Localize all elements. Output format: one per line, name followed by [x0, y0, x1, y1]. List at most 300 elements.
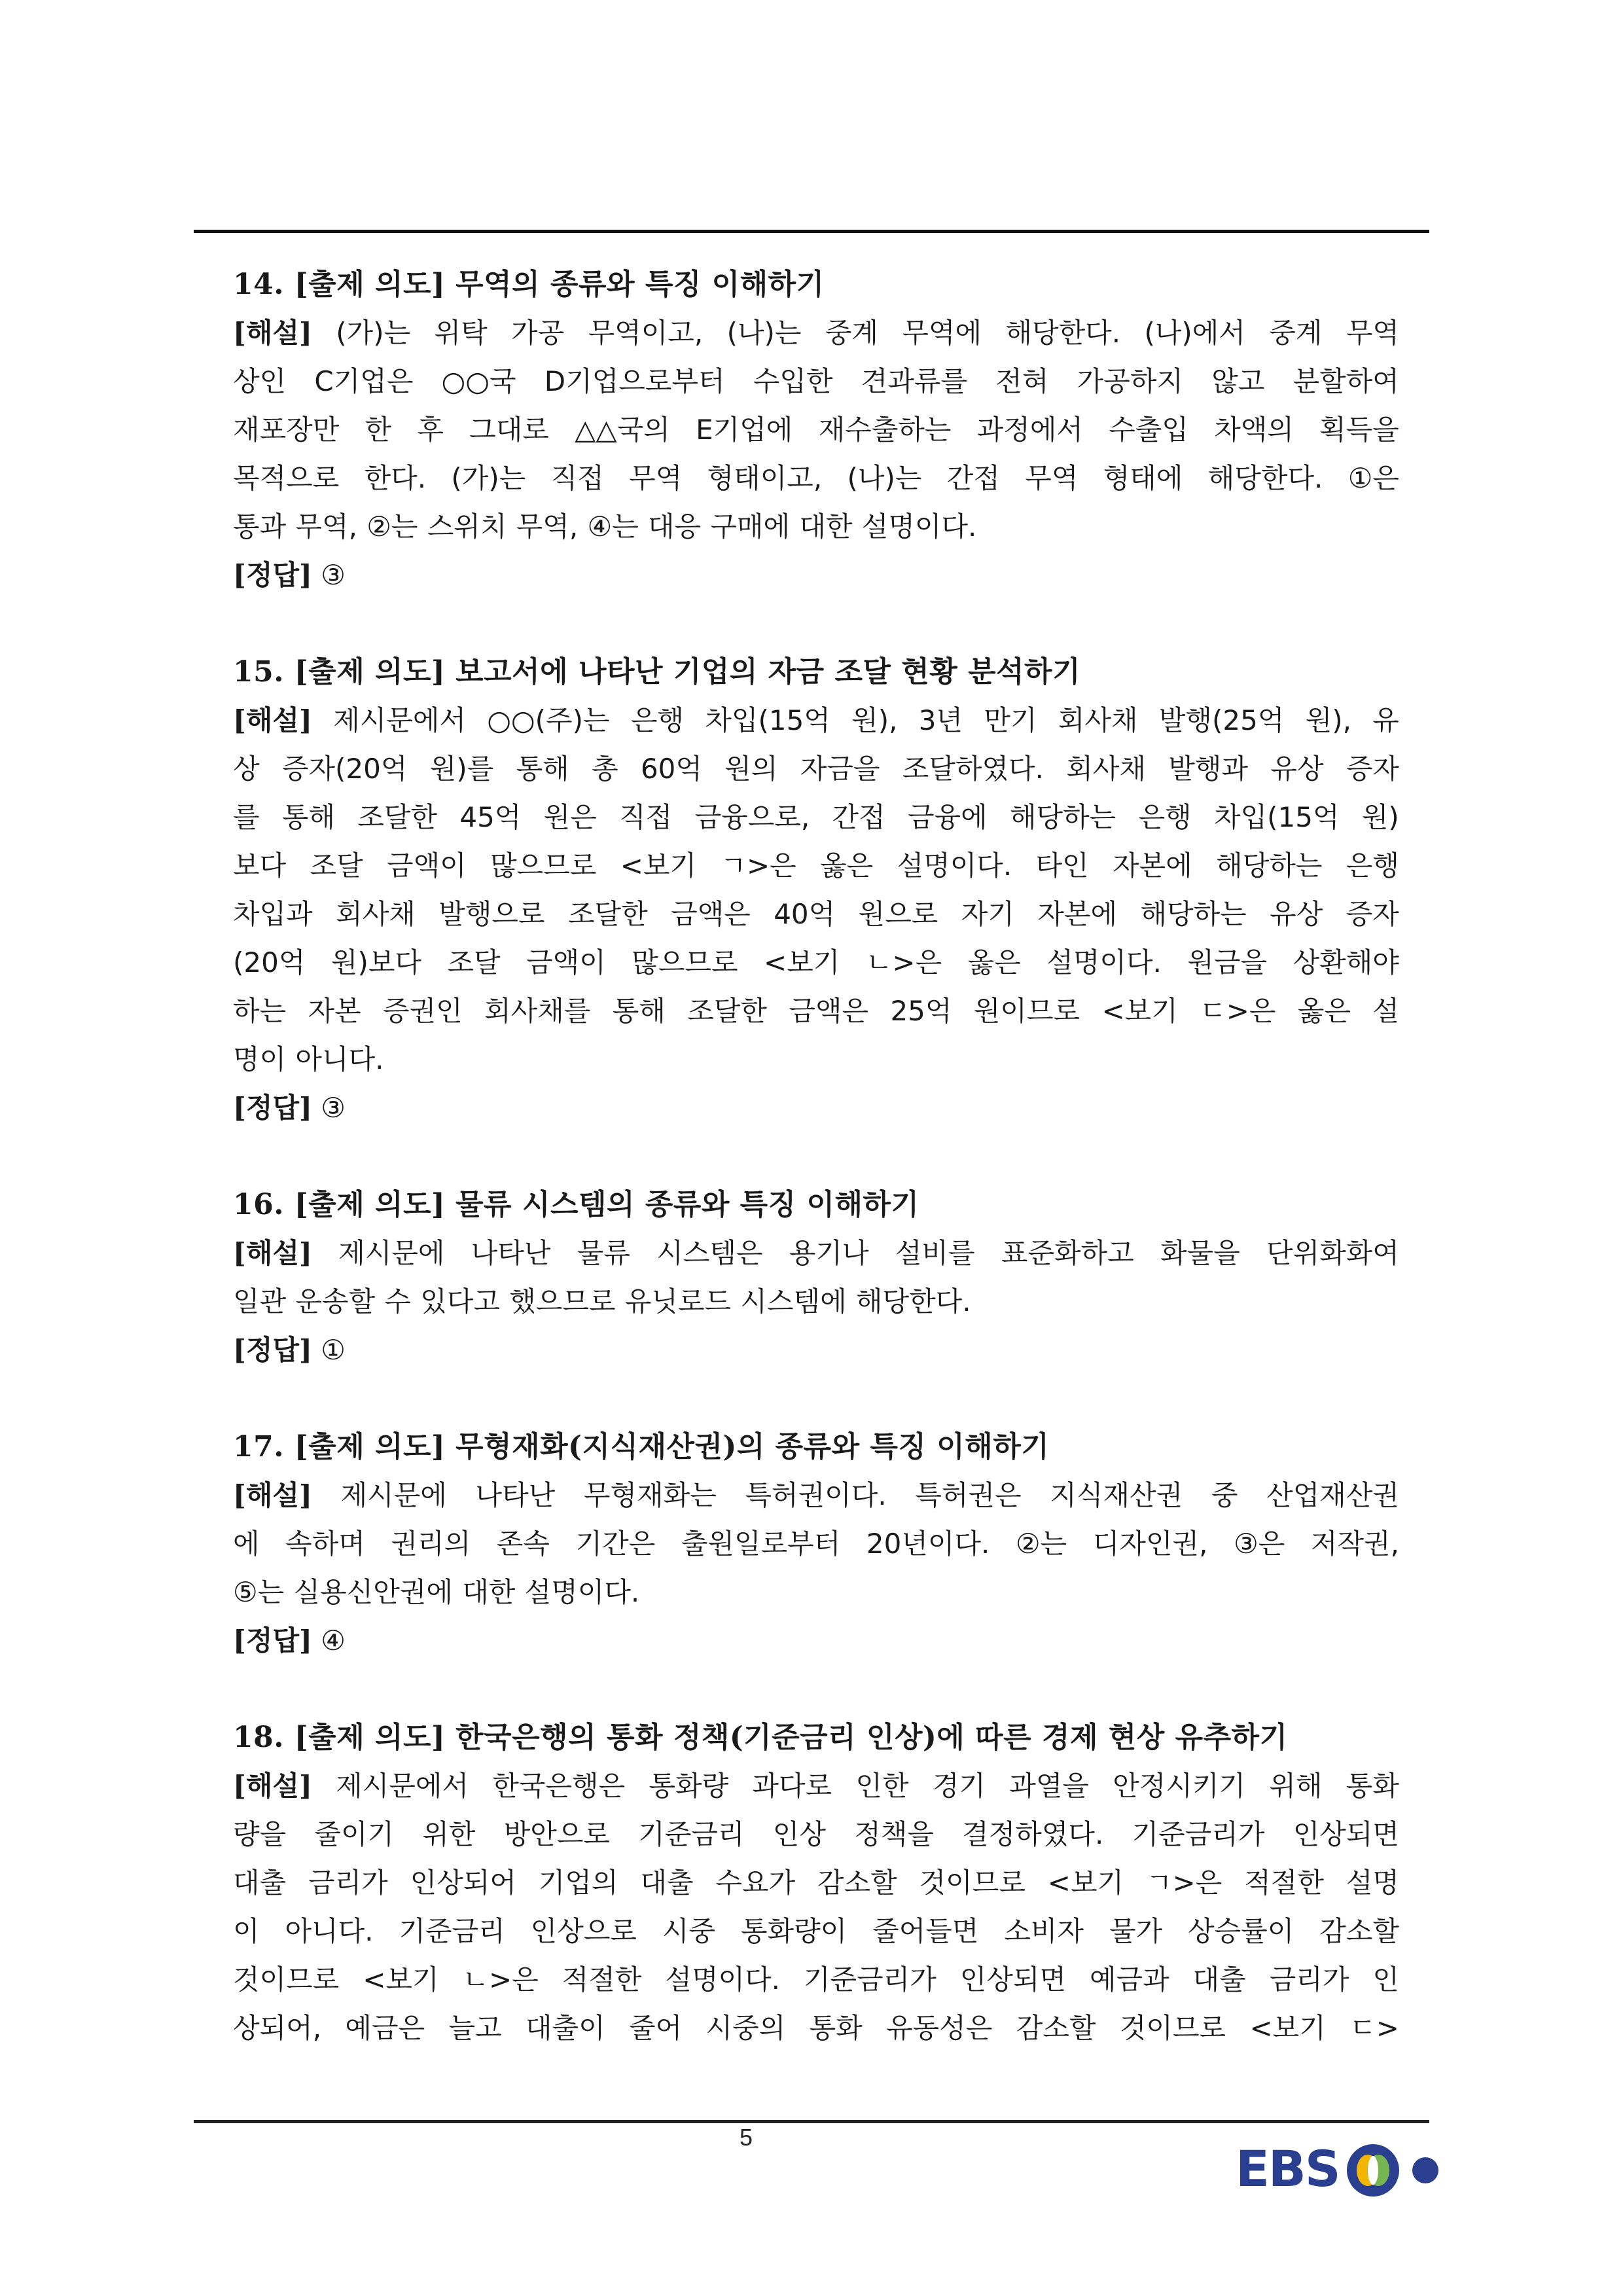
word: 은행	[1346, 850, 1399, 882]
word: 속하며	[285, 1528, 365, 1560]
word: 회사채	[1058, 704, 1138, 736]
word: 설명이다.	[1046, 946, 1162, 978]
word: (나)는	[847, 462, 922, 494]
word: 발행으로	[438, 898, 545, 930]
answer-explanations	[233, 260, 1399, 2101]
answer-label: [정답]	[233, 1092, 312, 1124]
explanation-line	[233, 1229, 1399, 1278]
word: 자본	[308, 995, 361, 1027]
word: <보기	[363, 1964, 439, 1996]
word: 원은	[543, 801, 597, 833]
answer-label: [정답]	[233, 559, 312, 591]
word: 무역	[629, 462, 683, 494]
word: (나)에서	[1144, 317, 1245, 349]
word: 원)	[1361, 801, 1399, 833]
word: 대출	[640, 1867, 694, 1899]
word: 무역에	[902, 317, 982, 349]
word: 많으므로	[490, 850, 597, 882]
word: 않고	[1211, 365, 1265, 397]
word: <보기	[1101, 995, 1178, 1027]
word: ③은	[1234, 1528, 1285, 1560]
page-number: 5	[739, 2124, 753, 2151]
answer-label: [정답]	[233, 1624, 312, 1657]
word: 획득을	[1319, 414, 1399, 446]
word: 원),	[851, 704, 898, 736]
word: 수입한	[753, 365, 833, 397]
word: 조달한	[687, 995, 767, 1027]
word: 아니다.	[285, 1915, 374, 1947]
explanation-label: [해설]	[233, 317, 312, 349]
word: 시중	[662, 1915, 716, 1947]
word: ②는	[366, 511, 418, 543]
word: 3년	[918, 704, 963, 736]
word: 인상되어	[410, 1867, 516, 1899]
word: <보기	[1047, 1867, 1124, 1899]
word: 명이	[233, 1043, 287, 1075]
word: 옳은	[967, 946, 1021, 978]
explanation-label: [해설]	[233, 1237, 312, 1269]
word: 예금은	[345, 2012, 425, 2044]
question-section	[233, 1713, 1399, 2053]
explanation-line	[233, 745, 1399, 793]
word: 인한	[855, 1770, 909, 1802]
word: 원금을	[1187, 946, 1268, 978]
explanation-line	[233, 1859, 1399, 1907]
word: 은행	[630, 704, 685, 736]
word: 40억	[774, 898, 836, 930]
explanation-line	[233, 1278, 1399, 1326]
word: 해당한다.	[1005, 317, 1121, 349]
ebs-logo	[1236, 2135, 1458, 2207]
word: ㄴ>은	[865, 946, 942, 978]
word: 인상으로	[530, 1915, 637, 1947]
word: ②는	[1016, 1528, 1067, 1560]
word: 조달하였다.	[902, 753, 1044, 785]
word: 제시문에서	[333, 704, 467, 736]
word: 만기	[984, 704, 1037, 736]
word: 제시문에	[338, 1237, 445, 1269]
word: 상	[233, 753, 260, 785]
word: 한다.	[364, 462, 427, 494]
answer-line	[233, 551, 1399, 600]
word: 대한	[799, 511, 853, 543]
word: ○○국	[441, 365, 516, 397]
word: 통화량	[649, 1770, 729, 1802]
word: 예금과	[1089, 1964, 1169, 1996]
word: 간접	[832, 801, 885, 833]
word: 원이므로	[973, 995, 1080, 1027]
word: (나)는	[726, 317, 802, 349]
word: 해당하는	[1216, 850, 1323, 882]
word: 발행과	[1168, 753, 1249, 785]
word: 를	[233, 801, 260, 833]
word: 통화량이	[740, 1915, 847, 1947]
word: 감소할	[1319, 1915, 1399, 1947]
word: 증권인	[383, 995, 463, 1027]
explanation-line	[233, 1035, 1399, 1084]
answer-line	[233, 1326, 1399, 1374]
word: 기업의	[538, 1867, 618, 1899]
word: 목적으로	[233, 462, 340, 494]
word: 자본에	[1113, 850, 1192, 882]
word: 안정시키기	[1113, 1770, 1246, 1802]
ebs-logo-icon	[1342, 2138, 1453, 2203]
word: 설명이다.	[861, 511, 977, 543]
question-section	[233, 1181, 1399, 1374]
word: 금액이	[526, 946, 606, 978]
explanation-line	[233, 309, 1399, 357]
word: 유상	[1270, 753, 1324, 785]
word: 출원일로부터	[681, 1528, 841, 1560]
word: 지식재산권	[1050, 1479, 1183, 1511]
word: 했으므로	[509, 1285, 616, 1318]
word: ㄱ>은	[720, 850, 796, 882]
word: 감소할	[1016, 2012, 1096, 2044]
word: ㄷ>	[1349, 2012, 1399, 2044]
word: 설명이다.	[524, 1576, 640, 1608]
word: 한국은행은	[492, 1770, 626, 1802]
word: 구매에	[710, 511, 791, 543]
word: 자금을	[800, 753, 880, 785]
word: 상환해야	[1293, 946, 1399, 978]
word: 물가	[1109, 1915, 1163, 1947]
word: 무역이고,	[588, 317, 704, 349]
answer-label: [정답]	[233, 1334, 312, 1366]
word: 회사채	[1066, 753, 1147, 785]
explanation-line	[233, 1810, 1399, 1859]
word: 은행	[1138, 801, 1192, 833]
explanation-line	[233, 1568, 1399, 1617]
word: 무역	[1025, 462, 1079, 494]
answer-value: ④	[321, 1624, 346, 1657]
word: 형태이고,	[707, 462, 823, 494]
word: 증자	[1346, 753, 1399, 785]
word: ○○(주)는	[487, 704, 610, 736]
explanation-line	[233, 503, 1399, 551]
word: D기업으로부터	[544, 365, 725, 397]
word: ㄷ>은	[1200, 995, 1276, 1027]
word: 무역,	[295, 511, 357, 543]
word: 옳은	[1297, 995, 1351, 1027]
word: 하는	[233, 995, 287, 1027]
word: 대출	[233, 1867, 287, 1899]
word: 설명이다.	[897, 850, 1012, 882]
word: 무형재화는	[583, 1479, 717, 1511]
word: 적절한	[562, 1964, 642, 1996]
word: 간접	[946, 462, 1000, 494]
word: 25억	[890, 995, 952, 1027]
word: 존속	[496, 1528, 550, 1560]
word: 조달한	[567, 898, 648, 930]
word: 타인	[1035, 850, 1089, 882]
word: <보기	[1249, 2012, 1326, 2044]
word: 재포장만	[233, 414, 340, 446]
ebs-logo-text: EBS	[1236, 2140, 1340, 2198]
word: 전혀	[995, 365, 1049, 397]
word: 설명이다.	[665, 1964, 781, 1996]
explanation-line	[233, 1762, 1399, 1810]
word: (가)는	[451, 462, 526, 494]
word: 시스템은	[656, 1237, 763, 1269]
answer-value: ③	[321, 559, 346, 591]
word: 차입(15억	[705, 704, 830, 736]
word: 수출입	[1109, 414, 1188, 446]
word: 유	[1372, 704, 1399, 736]
word: 45억	[459, 801, 522, 833]
answer-line	[233, 1084, 1399, 1132]
word: 인상되면	[959, 1964, 1067, 1996]
explanation-line	[233, 696, 1399, 745]
word: 기준금리가	[1132, 1818, 1265, 1850]
word: 중	[1211, 1479, 1238, 1511]
word: 감소할	[817, 1867, 897, 1899]
word: 대한	[462, 1576, 516, 1608]
word: 스위치	[427, 511, 507, 543]
word: 분할하여	[1293, 365, 1399, 397]
word: 용기나	[789, 1237, 869, 1269]
word: 위해	[1269, 1770, 1323, 1802]
word: 운송할	[295, 1285, 376, 1318]
word: 증자	[1346, 898, 1399, 930]
word: 상인	[233, 365, 287, 397]
answer-value: ①	[321, 1334, 346, 1366]
word: 과열을	[1009, 1770, 1089, 1802]
word: 중계	[825, 317, 878, 349]
word: 가공	[511, 317, 565, 349]
word: 제시문에서	[336, 1770, 469, 1802]
word: 대출이	[525, 2012, 605, 2044]
word: 통해	[516, 753, 569, 785]
word: 설비를	[895, 1237, 975, 1269]
word: 특허권은	[915, 1479, 1022, 1511]
explanation-label: [해설]	[233, 704, 312, 736]
explanation-line	[233, 842, 1399, 890]
word: 차입과	[233, 898, 313, 930]
word: C기업은	[314, 365, 414, 397]
word: 기준금리	[399, 1915, 505, 1947]
word: 차액의	[1214, 414, 1294, 446]
word: 한	[365, 414, 392, 446]
explanation-line	[233, 2004, 1399, 2053]
word: 기간은	[575, 1528, 656, 1560]
word: 통해	[612, 995, 666, 1027]
word: 중계	[1269, 317, 1323, 349]
word: 에	[233, 1528, 260, 1560]
word: 자기	[961, 898, 1014, 930]
word: 디자인권,	[1092, 1528, 1208, 1560]
word: <보기	[764, 946, 840, 978]
word: 무역,	[516, 511, 579, 543]
word: 것이므로	[233, 1964, 340, 1996]
word: 기준금리가	[803, 1964, 936, 1996]
word: 인상되면	[1293, 1818, 1399, 1850]
explanation-label: [해설]	[233, 1479, 312, 1511]
word: 해당하는	[1140, 898, 1247, 930]
word: 회사채	[336, 898, 416, 930]
word: 후	[417, 414, 444, 446]
section-title: 17. [출제 의도] 무형재화(지식재산권)의 종류와 특징 이해하기	[233, 1430, 1050, 1463]
word: ㄴ>은	[462, 1964, 539, 1996]
word: 해당한다.	[855, 1285, 971, 1318]
word: 원의	[724, 753, 778, 785]
word: 원),	[1305, 704, 1351, 736]
explanation-line	[233, 1907, 1399, 1956]
word: 아니다.	[295, 1043, 384, 1075]
word: ㄱ>은	[1146, 1867, 1222, 1899]
answer-line	[233, 1617, 1399, 1665]
word: 총	[592, 753, 618, 785]
word: 원)를	[429, 753, 494, 785]
word: 유상	[1270, 898, 1323, 930]
word: 경기	[932, 1770, 986, 1802]
word: 재수출하는	[818, 414, 952, 446]
explanation-line	[233, 406, 1399, 454]
question-section	[233, 648, 1399, 1132]
word: 줄어들면	[872, 1915, 979, 1947]
word: 통화	[809, 2012, 863, 2044]
word: 늘고	[448, 2012, 502, 2044]
word: 일관	[233, 1285, 287, 1318]
word: 차입(15억	[1214, 801, 1340, 833]
word: 통화	[1346, 1770, 1399, 1802]
word: 증자(20억	[281, 753, 408, 785]
word: <보기	[620, 850, 697, 882]
word: 것이므로	[1119, 2012, 1226, 2044]
explanation-line	[233, 939, 1399, 987]
word: 상승률이	[1188, 1915, 1294, 1947]
word: 적절한	[1244, 1867, 1324, 1899]
word: 위한	[422, 1818, 476, 1850]
explanation-line	[233, 357, 1399, 406]
word: 화물을	[1160, 1237, 1240, 1269]
word: 금리가	[1269, 1964, 1349, 1996]
word: 유동성은	[886, 2012, 993, 2044]
word: 견과류를	[861, 365, 968, 397]
word: 통과	[233, 511, 287, 543]
word: 원)보다	[330, 946, 421, 978]
word: 량을	[233, 1818, 287, 1850]
word: 저작권,	[1310, 1528, 1399, 1560]
word: 결정하였다.	[962, 1818, 1104, 1850]
word: 줄어	[629, 2012, 683, 2044]
word: 나타난	[475, 1479, 556, 1511]
word: 유닛로드	[624, 1285, 732, 1318]
word: 권리의	[391, 1528, 471, 1560]
word: 대출	[1192, 1964, 1246, 1996]
word: 있다고	[420, 1285, 500, 1318]
section-title: 16. [출제 의도] 물류 시스템의 종류와 특징 이해하기	[233, 1188, 919, 1221]
word: 자본에	[1037, 898, 1118, 930]
word: 보다	[233, 850, 287, 882]
explanation-line	[233, 793, 1399, 842]
footer-rule	[194, 2120, 1429, 2123]
header-rule	[194, 230, 1429, 233]
question-section	[233, 260, 1399, 600]
word: 금액은	[789, 995, 869, 1027]
explanation-line	[233, 987, 1399, 1035]
word: 기준금리	[638, 1818, 745, 1850]
word: △△국의	[575, 414, 670, 446]
word: 20년이다.	[866, 1528, 990, 1560]
word: 금융으로,	[694, 801, 810, 833]
word: 원으로	[858, 898, 938, 930]
word: (20억	[233, 946, 306, 978]
word: ⑤는	[233, 1576, 285, 1608]
word: 직접	[550, 462, 604, 494]
word: 발행(25억	[1158, 704, 1285, 736]
word: 많으므로	[632, 946, 738, 978]
word: 수요가	[715, 1867, 796, 1899]
word: 형태에	[1103, 462, 1183, 494]
word: 조달	[310, 850, 363, 882]
word: ①은	[1347, 462, 1399, 494]
question-section	[233, 1423, 1399, 1665]
word: 대응	[647, 511, 702, 543]
explanation-line	[233, 1471, 1399, 1520]
word: 방안으로	[503, 1818, 611, 1850]
word: 표준화하고	[1001, 1237, 1134, 1269]
explanation-line	[233, 1520, 1399, 1568]
word: 금액이	[387, 850, 467, 882]
explanation-line	[233, 890, 1399, 939]
word: ④는	[587, 511, 639, 543]
word: 금융에	[907, 801, 988, 833]
word: 수	[384, 1285, 411, 1318]
word: 상되어,	[233, 2012, 322, 2044]
section-title: 18. [출제 의도] 한국은행의 통화 정책(기준금리 인상)에 따른 경제 현상 유추하기	[233, 1721, 1288, 1754]
explanation-label: [해설]	[233, 1770, 312, 1802]
word: 통해	[281, 801, 336, 833]
word: 나타난	[471, 1237, 551, 1269]
word: 설명	[1346, 1867, 1399, 1899]
word: 것이므로	[919, 1867, 1026, 1899]
word: 60억	[640, 753, 702, 785]
word: 직접	[619, 801, 673, 833]
word: 가공하지	[1077, 365, 1183, 397]
word: 금액은	[671, 898, 751, 930]
word: 해당한다.	[1207, 462, 1323, 494]
word: 조달한	[357, 801, 438, 833]
word: 위탁	[434, 317, 488, 349]
word: (가)는	[336, 317, 411, 349]
word: 인상	[772, 1818, 826, 1850]
word: 시스템에	[740, 1285, 847, 1318]
word: 산업재산권	[1266, 1479, 1399, 1511]
word: 설	[1372, 995, 1399, 1027]
word: 과다로	[752, 1770, 832, 1802]
answer-value: ③	[321, 1092, 346, 1124]
word: 단위화화여	[1266, 1237, 1399, 1269]
word: 제시문에	[340, 1479, 447, 1511]
word: 이	[233, 1915, 260, 1947]
word: 무역	[1346, 317, 1399, 349]
section-title: 14. [출제 의도] 무역의 종류와 특징 이해하기	[233, 268, 825, 301]
word: 인	[1372, 1964, 1399, 1996]
word: 해당하는	[1009, 801, 1116, 833]
word: 그대로	[469, 414, 549, 446]
word: 조달	[447, 946, 501, 978]
word: 과정에서	[976, 414, 1083, 446]
word: 물류	[577, 1237, 630, 1269]
word: 특허권이다.	[745, 1479, 887, 1511]
word: 실용신안권에	[293, 1576, 453, 1608]
explanation-line	[233, 1956, 1399, 2004]
explanation-line	[233, 454, 1399, 503]
word: 시중의	[705, 2012, 786, 2044]
word: E기업에	[696, 414, 793, 446]
word: 회사채를	[484, 995, 591, 1027]
word: 소비자	[1004, 1915, 1084, 1947]
